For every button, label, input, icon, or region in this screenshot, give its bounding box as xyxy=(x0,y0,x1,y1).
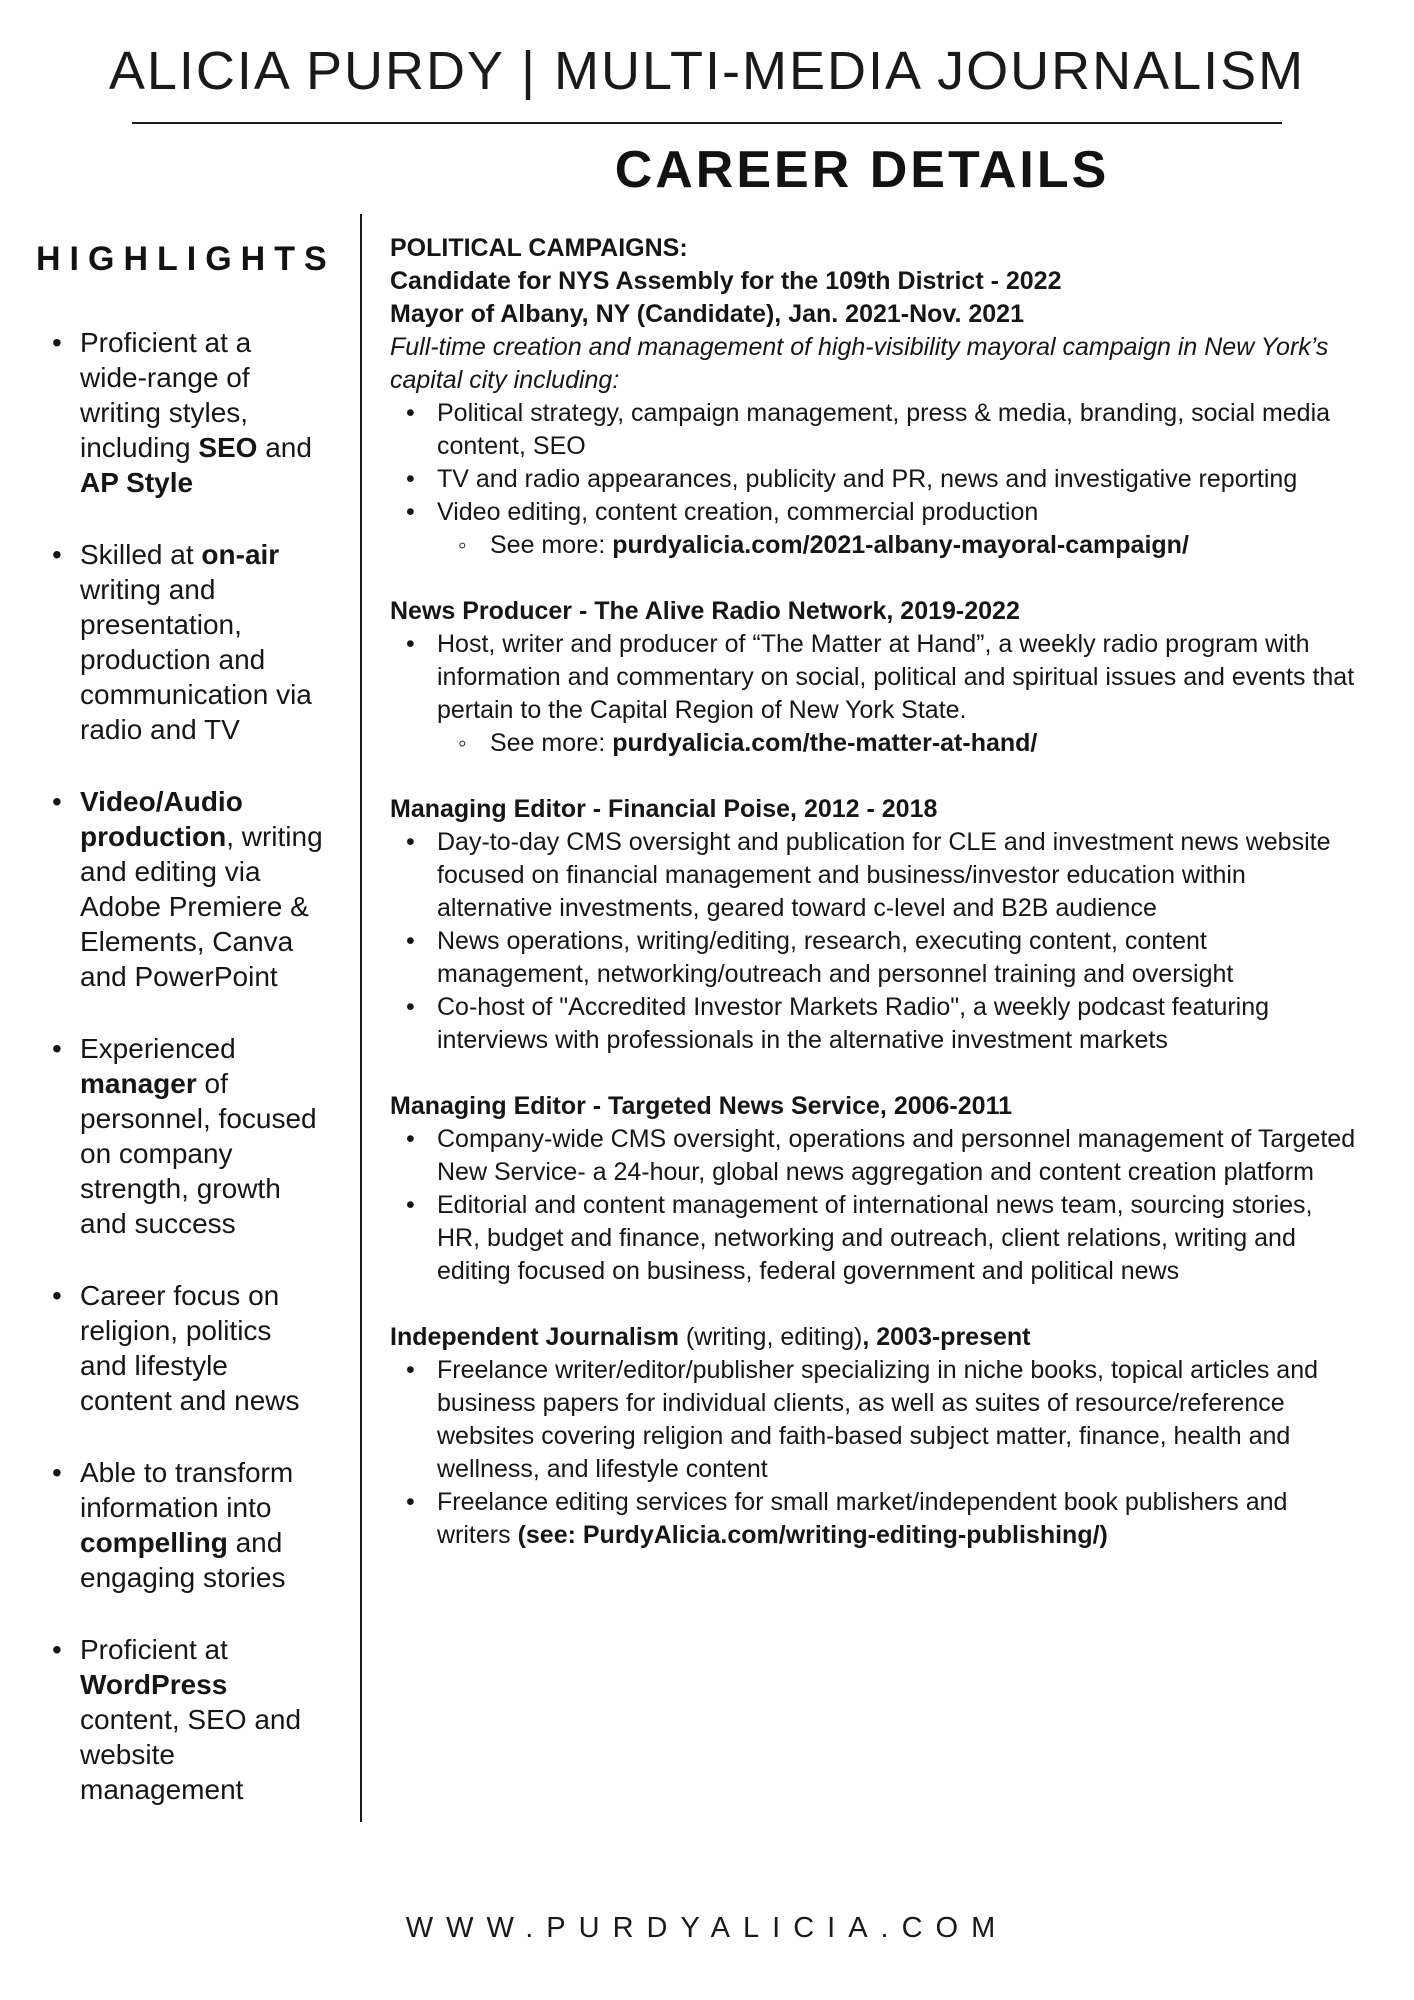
text-segment: Freelance writer/editor/publisher specializing in niche books, topical articles and business papers for individual clients, as well as suites of resource/reference websites covering religion and faith-based subject matter, finance, health and wellness, and lifestyle content xyxy=(437,1356,1319,1483)
text-segment: Political strategy, campaign management, press & media, branding, social media content, SEO xyxy=(437,399,1331,460)
text-segment: Managing Editor - Targeted News Service, 2006-2011 xyxy=(390,1092,1012,1120)
text-segment: Managing Editor - Financial Poise, 2012 - 2018 xyxy=(390,795,938,823)
highlight-item xyxy=(52,1278,325,1418)
highlight-item xyxy=(52,1031,325,1241)
bullet-item xyxy=(390,628,1362,760)
text-segment: POLITICAL CAMPAIGNS: xyxy=(390,234,688,262)
main-content xyxy=(0,214,1414,1844)
text-segment: Career focus on religion, politics and lifestyle content and news xyxy=(80,1280,300,1416)
text-segment: Proficient at a wide-range of writing styles, including xyxy=(80,327,252,463)
footer-website-url[interactable]: WWW.PURDYALICIA.COM xyxy=(405,1912,1009,1944)
career-sections xyxy=(360,214,1414,1844)
highlight-item xyxy=(52,784,325,994)
text-segment: (writing, editing) xyxy=(678,1323,863,1351)
bullet-item xyxy=(390,463,1362,496)
text-segment: Independent Journalism xyxy=(390,1323,679,1351)
text-segment: Full-time creation and management of high-visibility mayoral campaign in New York’s capital city including: xyxy=(390,333,1329,394)
text-segment: Host, writer and producer of “The Matter at Hand”, a weekly radio program with information and commentary on social, political and spiritual issues and events that pertain to the Capital Region of New York State. xyxy=(437,630,1355,724)
bullet-item xyxy=(390,496,1362,562)
inline-link[interactable]: (see: PurdyAlicia.com/writing-editing-publishing/) xyxy=(517,1521,1108,1549)
text-segment: Experienced xyxy=(80,1033,236,1064)
text-segment: content, SEO and website management xyxy=(80,1704,302,1805)
text-segment: on-air xyxy=(201,539,280,570)
inline-link[interactable]: purdyalicia.com/2021-albany-mayoral-campaign/ xyxy=(612,531,1189,559)
text-segment: and engaging stories xyxy=(80,1527,286,1593)
section-header-line xyxy=(390,1090,1362,1123)
text-segment: of personnel, focused on company strength, growth and success xyxy=(80,1068,317,1239)
highlights-sidebar xyxy=(0,214,360,1844)
text-segment: Proficient at xyxy=(80,1634,228,1665)
sub-bullet-list xyxy=(437,529,1362,562)
bullet-list xyxy=(390,1354,1362,1552)
career-section xyxy=(390,1090,1362,1288)
highlight-item xyxy=(52,1632,325,1807)
text-segment: manager xyxy=(80,1068,197,1099)
text-segment: compelling xyxy=(80,1527,228,1558)
text-segment: Freelance editing services for small market/independent book publishers and writers xyxy=(437,1488,1288,1549)
highlights-title: HIGHLIGHTS xyxy=(36,240,336,278)
header-divider-rule xyxy=(132,122,1282,124)
career-section xyxy=(390,595,1362,760)
text-segment: Day-to-day CMS oversight and publication for CLE and investment news website focused on financial management and business/investor education within alternative investments, geared toward c-level and B2B audience xyxy=(437,828,1331,922)
text-segment: News Producer - The Alive Radio Network, 2019-2022 xyxy=(390,597,1020,625)
inline-link[interactable]: purdyalicia.com/the-matter-at-hand/ xyxy=(612,729,1038,757)
bullet-item xyxy=(390,1486,1362,1552)
sub-bullet-list xyxy=(437,727,1362,760)
career-details-title: CAREER DETAILS xyxy=(614,141,1110,199)
text-segment: SEO xyxy=(198,432,258,463)
page-header-title: ALICIA PURDY | MULTI-MEDIA JOURNALISM xyxy=(108,41,1306,101)
bullet-item xyxy=(390,826,1362,925)
section-header-line xyxy=(390,595,1362,628)
highlight-item xyxy=(52,325,325,500)
section-header-line xyxy=(390,298,1362,331)
column-divider-rule xyxy=(360,214,362,1822)
sub-bullet-item xyxy=(437,727,1362,760)
text-segment: Mayor of Albany, NY (Candidate), Jan. 2021-Nov. 2021 xyxy=(390,300,1024,328)
text-segment: News operations, writing/editing, research, executing content, content management, networking/outreach and personnel training and oversight xyxy=(437,927,1234,988)
career-section xyxy=(390,793,1362,1057)
section-header-line xyxy=(390,232,1362,265)
text-segment: Video editing, content creation, commercial production xyxy=(437,498,1039,526)
text-segment: Editorial and content management of international news team, sourcing stories, HR, budget and finance, networking and outreach, client relations, writing and editing focused on business, federal government and political news xyxy=(437,1191,1313,1285)
text-segment: Co-host of "Accredited Investor Markets Radio", a weekly podcast featuring interviews with professionals in the alternative investment markets xyxy=(437,993,1270,1054)
text-segment: TV and radio appearances, publicity and PR, news and investigative reporting xyxy=(437,465,1298,493)
section-header-line xyxy=(390,793,1362,826)
bullet-item xyxy=(390,1189,1362,1288)
sub-bullet-item xyxy=(437,529,1362,562)
text-segment: Candidate for NYS Assembly for the 109th District - 2022 xyxy=(390,267,1062,295)
text-segment: writing and presentation, production and communication via radio and TV xyxy=(80,574,312,745)
text-segment: See more: xyxy=(490,729,613,757)
text-segment: WordPress xyxy=(80,1669,228,1700)
career-section xyxy=(390,232,1362,562)
section-header-line xyxy=(390,1321,1362,1354)
bullet-item xyxy=(390,397,1362,463)
text-segment: Skilled at xyxy=(80,539,202,570)
highlights-list xyxy=(52,325,325,1807)
section-header-line xyxy=(390,331,1362,397)
section-header-line xyxy=(390,265,1362,298)
career-section xyxy=(390,1321,1362,1552)
bullet-list xyxy=(390,826,1362,1057)
bullet-list xyxy=(390,1123,1362,1288)
text-segment: Video/Audio production xyxy=(80,786,243,852)
text-segment: Able to transform information into xyxy=(80,1457,294,1523)
bullet-list xyxy=(390,397,1362,562)
highlight-item xyxy=(52,1455,325,1595)
bullet-item xyxy=(390,925,1362,991)
bullet-item xyxy=(390,1123,1362,1189)
bullet-list xyxy=(390,628,1362,760)
text-segment: AP Style xyxy=(80,467,194,498)
bullet-item xyxy=(390,1354,1362,1486)
text-segment: See more: xyxy=(490,531,613,559)
bullet-item xyxy=(390,991,1362,1057)
text-segment: Company-wide CMS oversight, operations and personnel management of Targeted New Service- a 24-hour, global news aggregation and content creation platform xyxy=(437,1125,1356,1186)
text-segment: , writing and editing via Adobe Premiere & Elements, Canva and PowerPoint xyxy=(80,821,323,992)
text-segment: and xyxy=(257,432,312,463)
text-segment: , 2003-present xyxy=(862,1323,1031,1351)
highlight-item xyxy=(52,537,325,747)
